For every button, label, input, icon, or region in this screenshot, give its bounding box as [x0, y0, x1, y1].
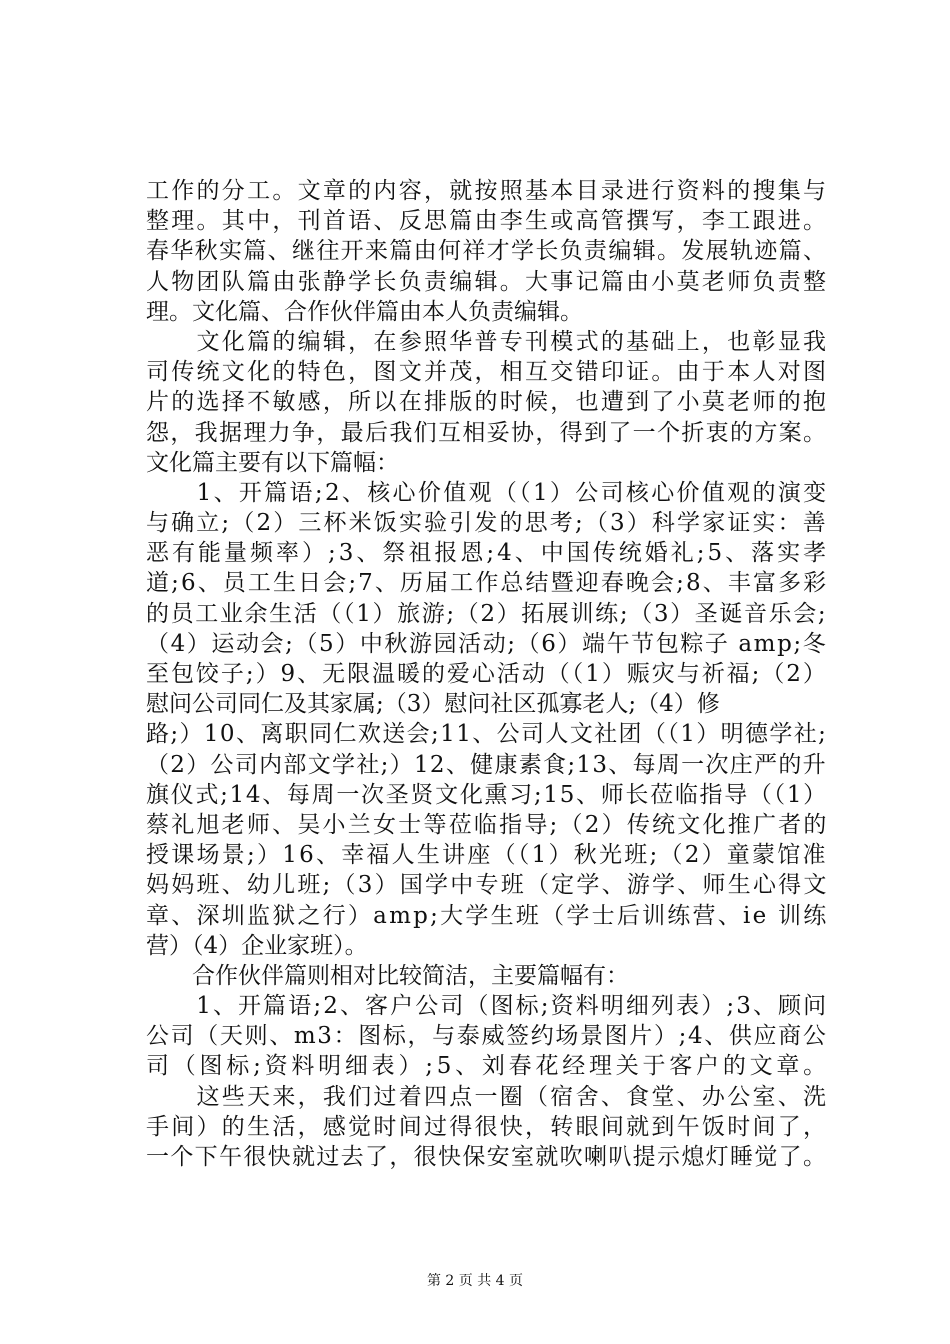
text-line: 整理。其中，刊首语、反思篇由李生或高管撰写，李工跟进。: [146, 208, 829, 235]
text-line: 司（图标;资料明细表）;5、刘春花经理关于客户的文章。: [146, 1053, 830, 1080]
text-line: 与确立;（2）三杯米饭实验引发的思考;（3）科学家证实：善: [146, 510, 828, 537]
text-line: 的员工业余生活（（1）旅游;（2）拓展训练;（3）圣诞音乐会;: [146, 600, 828, 627]
text-line: 人物团队篇由张静学长负责编辑。大事记篇由小莫老师负责整: [146, 268, 829, 295]
text-line: 手间）的生活，感觉时间过得很快，转眼间就到午饭时间了，: [146, 1113, 829, 1140]
text-line: 旗仪式;14、每周一次圣贤文化熏习;15、师长莅临指导（（1）: [146, 781, 828, 808]
text-line: （4）运动会;（5）中秋游园活动;（6）端午节包粽子 amp;冬: [146, 630, 828, 657]
text-line: 授课场景;）16、幸福人生讲座（（1）秋光班;（2）童蒙馆准: [146, 842, 828, 869]
text-line: 合作伙伴篇则相对比较简洁，主要篇幅有：: [146, 962, 629, 989]
page-number-footer: 第 2 页 共 4 页: [426, 1273, 524, 1289]
text-line: 路;）10、离职同仁欢送会;11、公司人文社团（（1）明德学社;: [146, 721, 828, 748]
text-line: 恶有能量频率）;3、祭祖报恩;4、中国传统婚礼;5、落实孝: [146, 540, 830, 567]
text-line: 片的选择不敏感，所以在排版的时候，也遭到了小莫老师的抱: [146, 389, 829, 416]
text-line: 怨，我据理力争，最后我们互相妥协，得到了一个折衷的方案。: [146, 419, 828, 446]
text-line: 理。文化篇、合作伙伴篇由本人负责编辑。: [146, 298, 583, 325]
text-line: 道;6、员工生日会;7、历届工作总结暨迎春晚会;8、丰富多彩: [146, 570, 829, 597]
text-line: 章、深圳监狱之行）amp;大学生班（学士后训练营、ie 训练: [146, 902, 829, 929]
text-line: 文化篇的编辑，在参照华普专刊模式的基础上，也彰显我: [146, 328, 829, 355]
text-line: 工作的分工。文章的内容，就按照基本目录进行资料的搜集与: [146, 178, 829, 204]
body-text: [146, 176, 846, 1172]
text-line: 春华秋实篇、继往开来篇由何祥才学长负责编辑。发展轨迹篇、: [146, 238, 828, 265]
text-line: 1、开篇语;2、核心价值观（（1）公司核心价值观的演变: [146, 479, 829, 506]
text-line: 营）（4）企业家班）。: [146, 932, 368, 959]
text-line: （2）公司内部文学社;）12、健康素食;13、每周一次庄严的升: [146, 751, 827, 778]
text-line: 慰问公司同仁及其家属;（3）慰问社区孤寡老人;（4）修: [146, 691, 720, 718]
text-line: 妈妈班、幼儿班;（3）国学中专班（定学、游学、师生心得文: [146, 872, 829, 899]
text-line: 蔡礼旭老师、吴小兰女士等莅临指导;（2）传统文化推广者的: [146, 811, 829, 838]
text-line: 一个下午很快就过去了，很快保安室就吹喇叭提示熄灯睡觉了。: [146, 1144, 828, 1170]
text-line: 文化篇主要有以下篇幅：: [146, 449, 399, 476]
text-line: 至包饺子;）9、无限温暖的爱心活动（（1）赈灾与祈福;（2）: [146, 661, 828, 687]
text-line: 这些天来，我们过着四点一圈（宿舍、食堂、办公室、洗: [146, 1083, 829, 1110]
text-line: 司传统文化的特色，图文并茂，相互交错印证。由于本人对图: [146, 359, 829, 386]
text-line: 1、开篇语;2、客户公司（图标;资料明细列表）;3、顾问: [146, 993, 829, 1020]
text-line: 公司（天则、m3：图标，与泰威签约场景图片）;4、供应商公: [146, 1023, 828, 1050]
